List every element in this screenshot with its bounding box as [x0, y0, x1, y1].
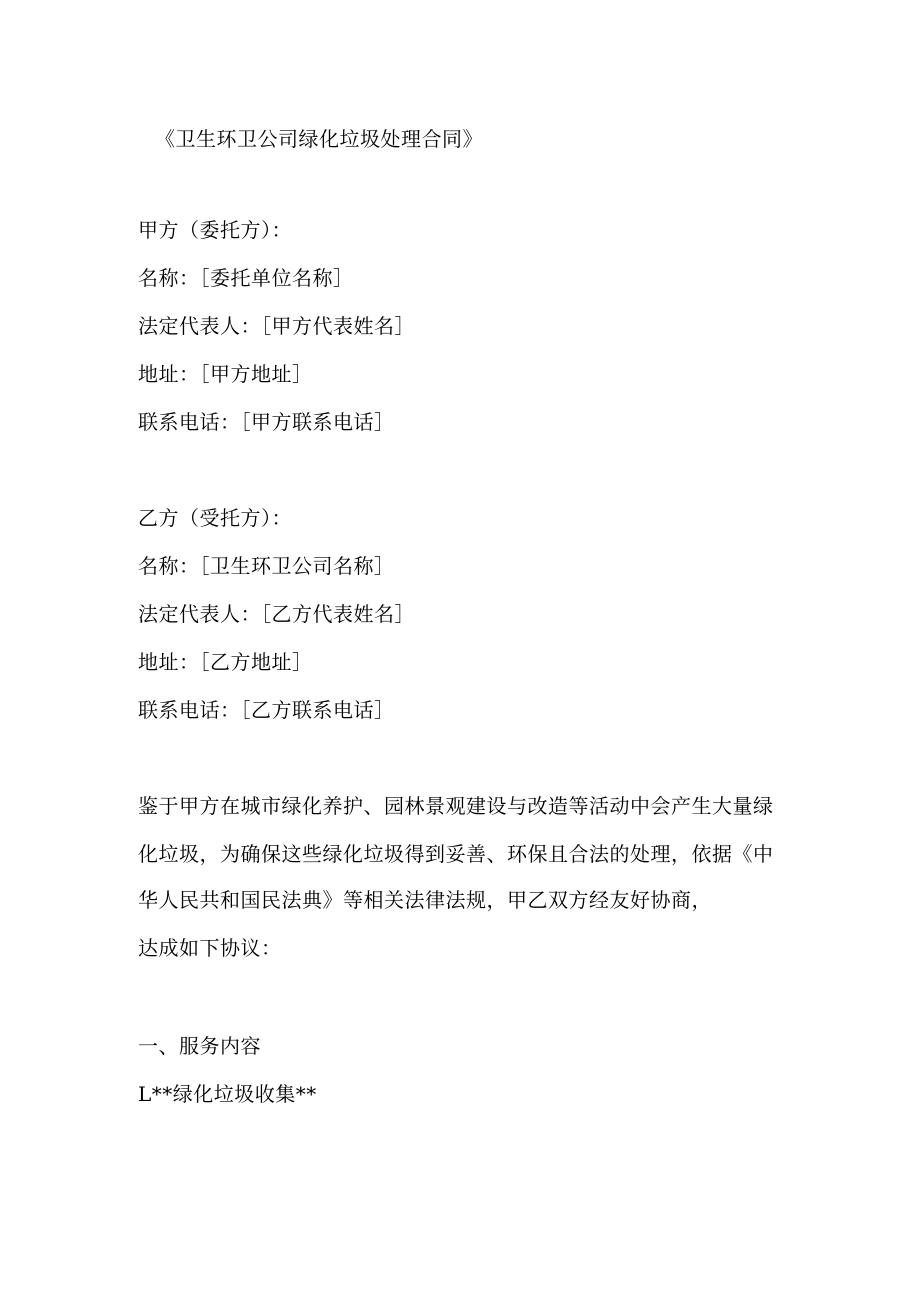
preamble-line-3: 华人民共和国民法典》等相关法律法规，甲乙双方经友好协商，	[138, 888, 712, 912]
preamble-line-2: 化垃圾，为确保这些绿化垃圾得到妥善、环保且合法的处理，依据《中	[138, 842, 774, 866]
party-b-heading: 乙方（受托方）：	[138, 506, 292, 530]
party-b-address: 地址：［乙方地址］	[138, 650, 313, 674]
contract-title: 《卫生环卫公司绿化垃圾处理合同》	[155, 127, 483, 151]
party-a-name: 名称：［委托单位名称］	[138, 266, 354, 290]
party-a-phone: 联系电话：［甲方联系电话］	[138, 410, 395, 434]
party-b-phone: 联系电话：［乙方联系电话］	[138, 698, 395, 722]
section-heading: 一、服务内容	[138, 1034, 261, 1058]
section-item: L**绿化垃圾收集**	[138, 1082, 317, 1106]
preamble-line-4: 达成如下协议：	[138, 936, 282, 960]
party-a-address: 地址：［甲方地址］	[138, 362, 313, 386]
party-b-representative: 法定代表人：［乙方代表姓名］	[138, 602, 415, 626]
preamble-line-1: 鉴于甲方在城市绿化养护、园林景观建设与改造等活动中会产生大量绿	[138, 794, 774, 818]
party-b-name: 名称：［卫生环卫公司名称］	[138, 554, 395, 578]
party-a-heading: 甲方（委托方）：	[138, 218, 292, 242]
party-a-representative: 法定代表人：［甲方代表姓名］	[138, 314, 415, 338]
